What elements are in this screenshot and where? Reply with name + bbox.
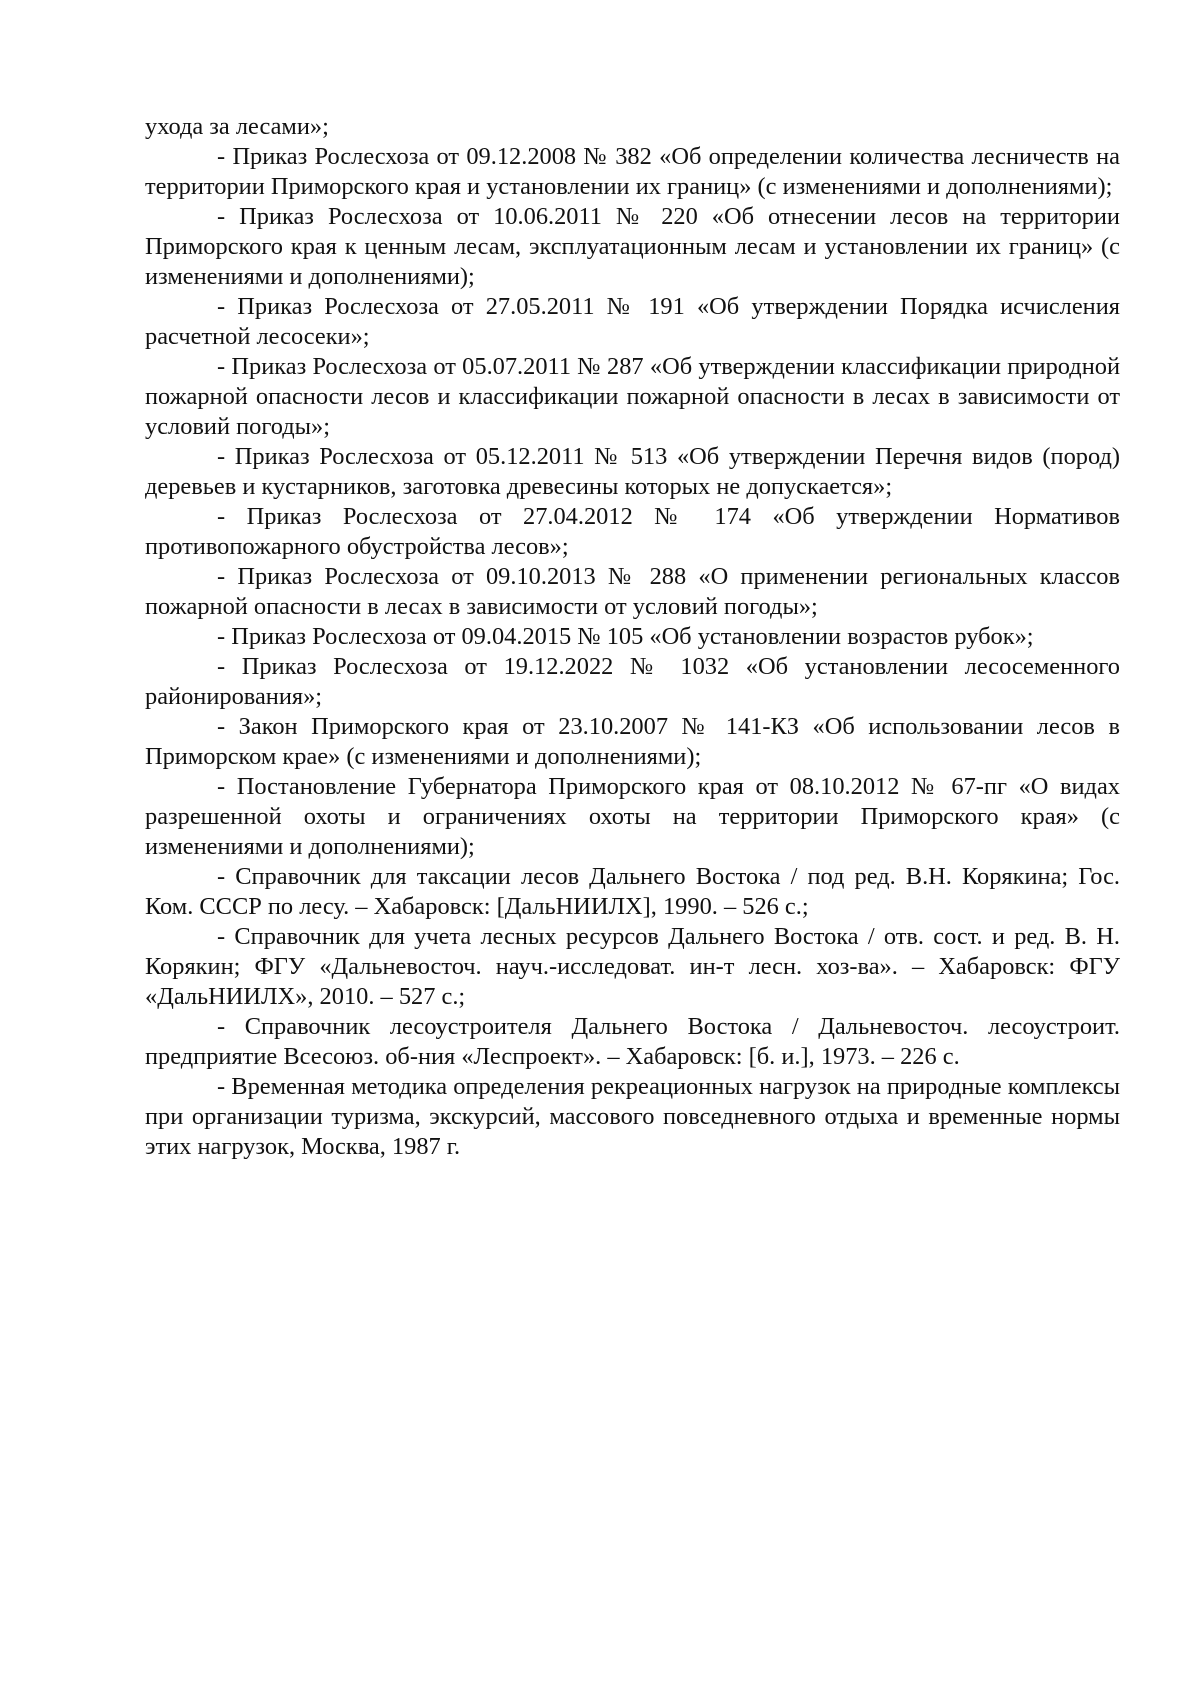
list-item-forest-resources-handbook: - Справочник для учета лесных ресурсов Дальнего Востока / отв. сост. и ред. В. Н. Корякин; ФГУ «Дальневосточ. науч.-исследоват. ин-т лесн. хоз-ва». – Хабаровск: ФГУ «ДальНИИЛХ», 2010. – 527 с.; — [145, 923, 1120, 1010]
list-item-rosleshoz-order-288: - Приказ Рослесхоза от 09.10.2013 № 288 «О применении региональных классов пожарной опасности в лесах в зависимости от условий погоды»; — [145, 563, 1120, 620]
list-item-primorsky-law-141: - Закон Приморского края от 23.10.2007 № 141-КЗ «Об использовании лесов в Приморском крае» (с изменениями и дополнениями); — [145, 713, 1120, 770]
paragraph-continuation: ухода за лесами»; — [145, 113, 329, 140]
list-item-rosleshoz-order-105: - Приказ Рослесхоза от 09.04.2015 № 105 «Об установлении возрастов рубок»; — [217, 623, 1034, 650]
list-item-rosleshoz-order-287: - Приказ Рослесхоза от 05.07.2011 № 287 «Об утверждении классификации природной пожарной опасности лесов и классификации пожарной опасности в лесах в зависимости от условий погоды»; — [145, 353, 1120, 440]
list-item-rosleshoz-order-191: - Приказ Рослесхоза от 27.05.2011 № 191 «Об утверждении Порядка исчисления расчетной лесосеки»; — [145, 293, 1120, 350]
list-item-forest-surveyor-handbook: - Справочник лесоустроителя Дальнего Востока / Дальневосточ. лесоустроит. предприятие Всесоюз. об-ния «Леспроект». – Хабаровск: [б. и.], 1973. – 226 с. — [145, 1013, 1120, 1070]
list-item-rosleshoz-order-513: - Приказ Рослесхоза от 05.12.2011 № 513 «Об утверждении Перечня видов (пород) деревьев и кустарников, заготовка древесины которых не допускается»; — [145, 443, 1120, 500]
list-item-taxation-handbook: - Справочник для таксации лесов Дальнего Востока / под ред. В.Н. Корякина; Гос. Ком. СССР по лесу. – Хабаровск: [ДальНИИЛХ], 1990. – 526 с.; — [145, 863, 1120, 920]
document-body — [145, 112, 1120, 1162]
list-item-rosleshoz-order-382: - Приказ Рослесхоза от 09.12.2008 № 382 «Об определении количества лесничеств на территории Приморского края и установлении их границ» (с изменениями и дополнениями); — [145, 143, 1120, 200]
list-item-rosleshoz-order-220: - Приказ Рослесхоза от 10.06.2011 № 220 «Об отнесении лесов на территории Приморского края к ценным лесам, эксплуатационным лесам и установлении их границ» (с изменениями и дополнениями); — [145, 203, 1120, 290]
list-item-rosleshoz-order-174: - Приказ Рослесхоза от 27.04.2012 № 174 «Об утверждении Нормативов противопожарного обустройства лесов»; — [145, 503, 1120, 560]
list-item-governor-resolution-67: - Постановление Губернатора Приморского края от 08.10.2012 № 67-пг «О видах разрешенной охоты и ограничениях охоты на территории Приморского края» (с изменениями и дополнениями); — [145, 773, 1120, 860]
list-item-recreational-load-methodology: - Временная методика определения рекреационных нагрузок на природные комплексы при организации туризма, экскурсий, массового повседневного отдыха и временные нормы этих нагрузок, Москва, 1987 г. — [145, 1073, 1120, 1160]
list-item-rosleshoz-order-1032: - Приказ Рослесхоза от 19.12.2022 № 1032 «Об установлении лесосеменного районирования»; — [145, 653, 1120, 710]
